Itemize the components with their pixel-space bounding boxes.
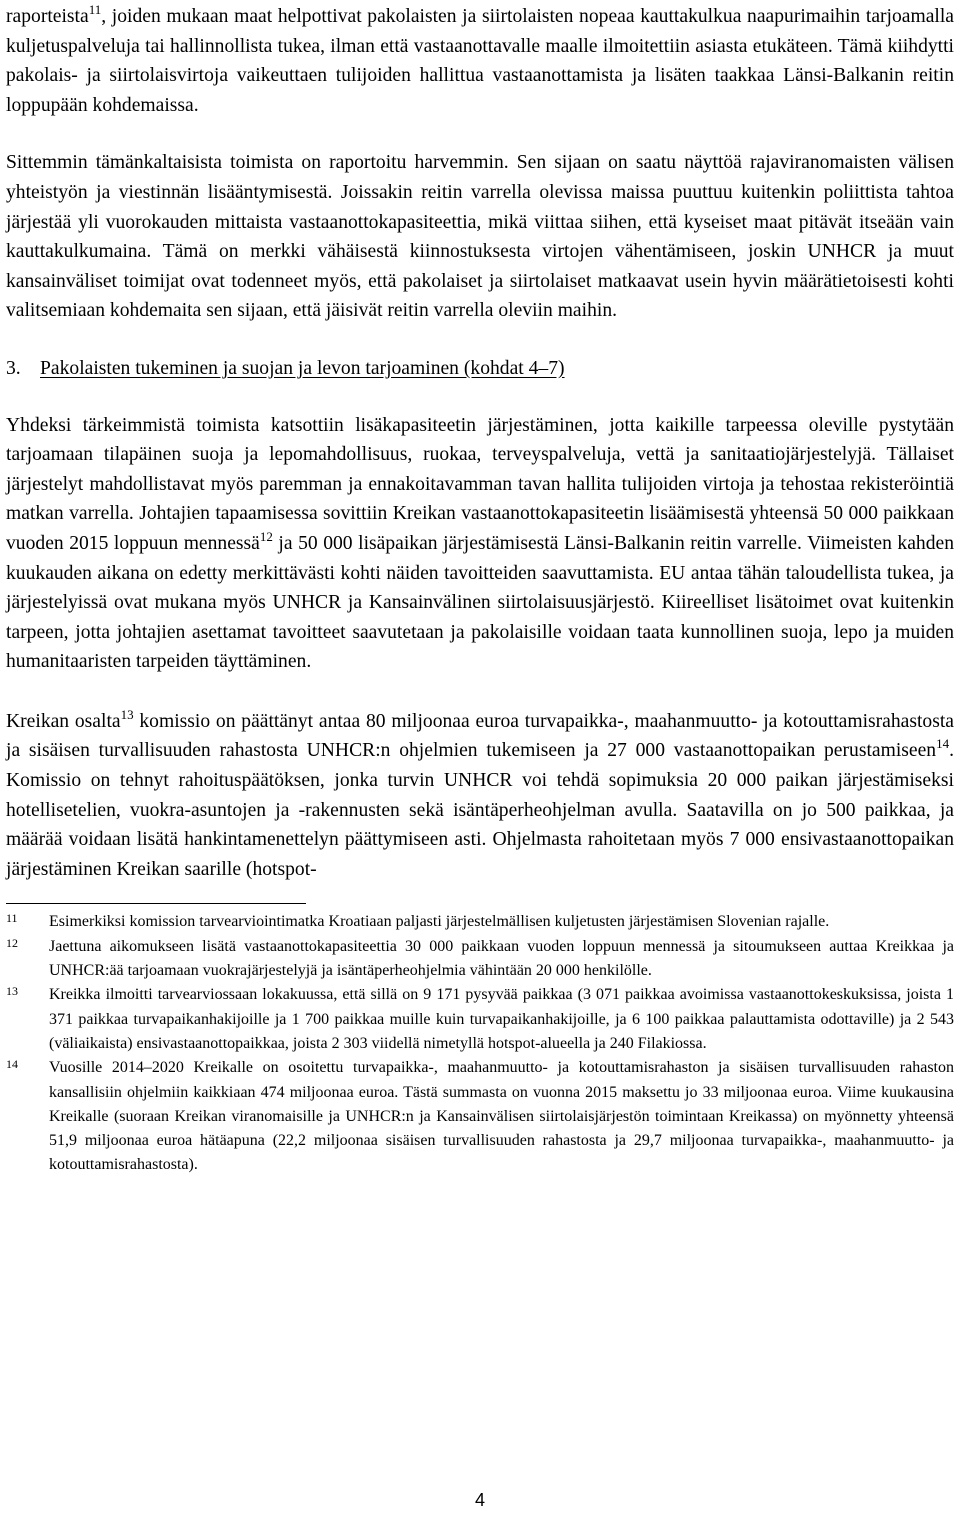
footnote-text: Kreikka ilmoitti tarvearviossaan lokakuussa, että sillä on 9 171 pysyvää paikkaa (3 071 paikkaa avoimissa vastaanottokeskuksissa, joista 1 371 paikkaa turvapaikanhakijoille ja 1 700 paikkaa muille kuin turvapaikanhakijoille, ja 6 100 paikkaa palauttamista odottaville) ja 2 543 (väliaikaista) ensivastaanottopaikkaa, joista 2 303 viidellä nimetyllä hotspot-alueella ja 240 Filakiossa. <box>49 986 954 1052</box>
footnote-text: Esimerkiksi komission tarvearviointimatka Kroatiaan paljasti järjestelmällisen kuljetusten järjestämisen Slovenian rajalle. <box>49 913 830 931</box>
section-heading <box>6 354 954 384</box>
footnote-text: Jaettuna aikomukseen lisätä vastaanottokapasiteettia 30 000 paikkaan vuoden loppuun mennessä ja sitoumukseen auttaa Kreikkaa ja UNHCR:ää tarjoamaan vuokrajärjestelyjä ja isäntäperheohjelmia vähintään 20 000 henkilölle. <box>49 937 954 980</box>
footnote-number: 11 <box>6 911 18 926</box>
footnotes <box>6 910 954 1177</box>
footnote-ref-14[interactable]: 14 <box>936 736 950 752</box>
paragraph-greece-text-c: . Komissio on tehnyt rahoituspäätöksen, jonka turvin UNHCR voi tehdä sopimuksia 20 000 paikan järjestämiseksi hotellisetelien, vuokra-asuntojen ja -rakennusten sekä isäntäperheohjelman avulla. Saatavilla on jo 500 paikkaa, ja määrää voidaan lisätä hankintamenettelyn päättymiseen asti. Ohjelmasta rahoitetaan myös 7 000 ensivastaanottopaikan järjestäminen Kreikan saarille (hotspot- <box>6 740 954 880</box>
footnote-ref-11[interactable]: 11 <box>88 2 102 17</box>
paragraph-greece-text-b: komissio on päättänyt antaa 80 miljoonaa euroa turvapaikka-, maahanmuutto- ja kotouttamisrahastosta ja sisäisen turvallisuuden rahastosta UNHCR:n ohjelmien tukemiseen ja 27 000 vastaanottopaikan perustamiseen <box>6 710 954 762</box>
footnote-12 <box>6 935 954 984</box>
paragraph-capacity <box>6 411 954 677</box>
paragraph-reporting: Sittemmin tämänkaltaisista toimista on raportoitu harvemmin. Sen sijaan on saatu näyttöä rajaviranomaisten välisen yhteistyön ja viestinnän lisääntymisestä. Joissakin reitin varrella olevissa maissa puuttuu kuitenkin poliittista tahtoa järjestää yli vuorokauden mittaista vastaanottokapasiteettia, mikä viittaa siihen, että kyseiset maat pitävät itseään vain kauttakulkumaina. Tämä on merkki vähäisestä kiinnostuksesta virtojen vähentämiseen, joskin UNHCR ja muut kansainväliset toimijat ovat todenneet myös, että pakolaiset ja siirtolaiset matkaavat usein hyvin määrätietoisesti kohti valitsemiaan kohdemaita sen sijaan, että jäisivät reitin varrella oleviin maihin. <box>6 152 954 322</box>
footnote-ref-12[interactable]: 12 <box>259 528 273 544</box>
paragraph-intro-text-a: raporteista <box>6 6 89 27</box>
document-page <box>6 0 954 1178</box>
paragraph-intro <box>6 2 954 120</box>
footnote-ref-13[interactable]: 13 <box>120 706 134 722</box>
page-number: 4 <box>474 1490 485 1510</box>
footnote-text: Vuosille 2014–2020 Kreikalle on osoitettu turvapaikka-, maahanmuutto- ja kotouttamisrahaston ja sisäisen turvallisuuden rahaston kansallisiin ohjelmiin kaikkiaan 474 miljoonaa euroa. Tästä summasta on vuonna 2015 maksettu jo 33 miljoonaa euroa. Viime kuukausina Kreikalle (suoraan Kreikan viranomaisille ja UNHCR:n ja Kansainvälisen siirtolaisjärjestön toimintaan Kreikassa) on myönnetty yhteensä 51,9 miljoonaa euroa hätäapuna (22,2 miljoonaa sisäisen turvallisuuden rahastosta ja 29,7 miljoonaa turvapaikka-, maahanmuutto- ja kotouttamisrahastosta). <box>49 1059 954 1174</box>
paragraph-greece <box>6 707 954 885</box>
footnote-14 <box>6 1056 954 1177</box>
footnote-13 <box>6 983 954 1056</box>
paragraph-capacity-text-b: ja 50 000 lisäpaikan järjestämisestä Länsi-Balkanin reitin varrelle. Viimeisten kahden kuukauden aikana on edetty merkittävästi kohti näiden tavoitteiden saavuttamista. EU antaa tähän taloudellista tukea, ja järjestelyissä ovat mukana myös UNHCR ja Kansainvälinen siirtolaisuusjärjestö. Kiireelliset lisätoimet ovat kuitenkin tarpeen, jotta johtajien asettamat tavoitteet saavutetaan ja pakolaisille voidaan taata kunnollinen suoja, lepo ja muiden humanitaaristen tarpeiden täyttäminen. <box>6 532 954 673</box>
section-title: Pakolaisten tukeminen ja suojan ja levon tarjoaminen (kohdat 4–7) <box>40 357 565 379</box>
footnote-number: 14 <box>6 1057 18 1072</box>
paragraph-intro-text-b: , joiden mukaan maat helpottivat pakolaisten ja siirtolaisten nopeaa kauttakulkua naapurimaihin tarjoamalla kuljetuspalveluja tai hallinnollista tukea, ilman että vastaanottavalle maalle ilmoitettiin asiasta etukäteen. Tämä kiihdytti pakolais- ja siirtolaisvirtoja vaikeuttaen tulijoiden hallittua vastaanottamista ja lisäten taakkaa Länsi-Balkanin reitin loppupään kohdemaissa. <box>6 6 954 116</box>
footnote-separator <box>6 903 306 904</box>
footnote-11 <box>6 910 954 934</box>
paragraph-capacity-text-a: Yhdeksi tärkeimmistä toimista katsottiin lisäkapasiteetin järjestäminen, jotta kaikille tarpeessa oleville pystytään tarjoamaan tilapäinen suoja ja lepomahdollisuus, ruokaa, terveyspalveluja, vettä ja sanitaatiojärjestelyjä. Tällaiset järjestelyt mahdollistavat myös paremman ja ennakoitavamman tavan hallita tulijoiden virtoja ja tehostaa rekisteröintiä matkan varrella. Johtajien tapaamisessa sovittiin Kreikan vastaanottokapasiteetin lisäämisestä yhteensä 50 000 paikkaan vuoden 2015 loppuun mennessä <box>6 414 954 554</box>
section-number: 3. <box>6 357 21 379</box>
footnote-number: 12 <box>6 935 18 950</box>
paragraph-greece-text-a: Kreikan osalta <box>6 710 121 732</box>
footnote-number: 13 <box>6 984 18 999</box>
